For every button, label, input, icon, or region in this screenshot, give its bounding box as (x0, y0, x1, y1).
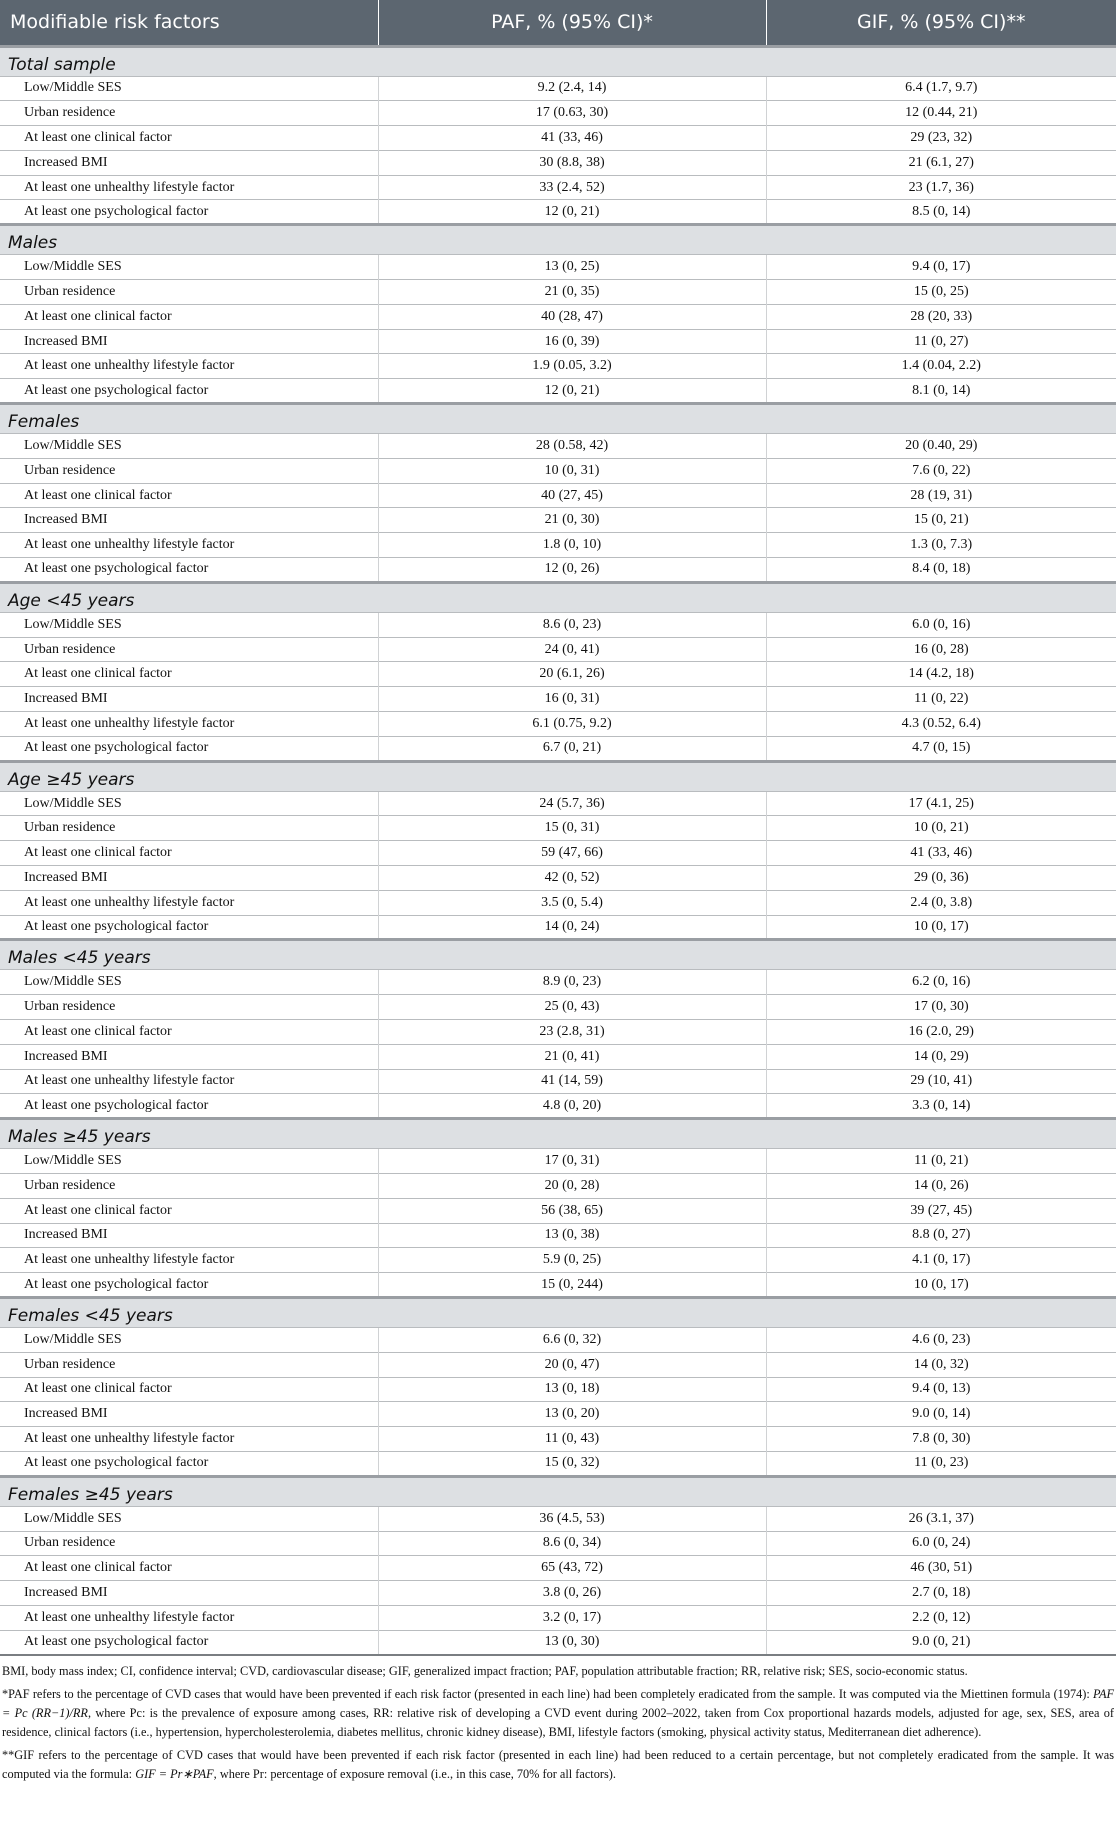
paf-value: 13 (0, 38) (378, 1223, 766, 1248)
table-row (0, 1149, 1116, 1174)
gif-value: 11 (0, 27) (766, 329, 1116, 354)
gif-value: 29 (23, 32) (766, 126, 1116, 151)
risk-factor-label: At least one clinical factor (0, 1556, 378, 1581)
table-row (0, 1630, 1116, 1655)
gif-value: 1.4 (0.04, 2.2) (766, 354, 1116, 379)
table-row (0, 434, 1116, 459)
gif-value: 16 (0, 28) (766, 637, 1116, 662)
gif-value: 6.0 (0, 24) (766, 1531, 1116, 1556)
paf-value: 15 (0, 32) (378, 1451, 766, 1476)
paf-value: 12 (0, 21) (378, 379, 766, 404)
gif-value: 28 (20, 33) (766, 304, 1116, 329)
paf-value: 3.2 (0, 17) (378, 1605, 766, 1630)
footnote-paf (2, 1685, 1114, 1742)
gif-value: 17 (4.1, 25) (766, 791, 1116, 816)
gif-formula: GIF = Pr∗PAF (135, 1767, 214, 1782)
gif-value: 14 (4.2, 18) (766, 662, 1116, 687)
group-header-row (0, 225, 1116, 255)
table-row (0, 558, 1116, 583)
gif-value: 9.0 (0, 21) (766, 1630, 1116, 1655)
gif-value: 15 (0, 21) (766, 508, 1116, 533)
risk-factor-label: At least one clinical factor (0, 662, 378, 687)
footnote-gif-end: , where Pr: percentage of exposure removal (i.e., in this case, 70% for all factors). (213, 1767, 616, 1782)
paf-value: 28 (0.58, 42) (378, 434, 766, 459)
paf-value: 17 (0.63, 30) (378, 101, 766, 126)
paf-value: 16 (0, 39) (378, 329, 766, 354)
risk-factor-label: Increased BMI (0, 150, 378, 175)
gif-value: 14 (0, 26) (766, 1173, 1116, 1198)
header-risk-factors: Modifiable risk factors (0, 0, 378, 46)
table-row (0, 1094, 1116, 1119)
risk-factor-label: At least one psychological factor (0, 200, 378, 225)
gif-value: 14 (0, 32) (766, 1352, 1116, 1377)
paf-value: 41 (14, 59) (378, 1069, 766, 1094)
table-row (0, 1352, 1116, 1377)
table-row (0, 995, 1116, 1020)
risk-factor-label: Increased BMI (0, 1223, 378, 1248)
risk-factor-label: At least one clinical factor (0, 304, 378, 329)
table-row (0, 1327, 1116, 1352)
gif-value: 4.7 (0, 15) (766, 736, 1116, 761)
risk-factor-label: At least one unhealthy lifestyle factor (0, 712, 378, 737)
group-title: Females ≥45 years (0, 1476, 1116, 1506)
paf-value: 25 (0, 43) (378, 995, 766, 1020)
table-row (0, 866, 1116, 891)
gif-value: 21 (6.1, 27) (766, 150, 1116, 175)
table-row (0, 200, 1116, 225)
table-row (0, 662, 1116, 687)
table-row (0, 712, 1116, 737)
risk-factor-label: Increased BMI (0, 1044, 378, 1069)
header-gif: GIF, % (95% CI)** (766, 0, 1116, 46)
group-title: Age ≥45 years (0, 761, 1116, 791)
table-row (0, 255, 1116, 280)
paf-value: 13 (0, 18) (378, 1377, 766, 1402)
paf-value: 30 (8.8, 38) (378, 150, 766, 175)
risk-factor-label: Urban residence (0, 637, 378, 662)
table-row (0, 1506, 1116, 1531)
gif-value: 4.3 (0.52, 6.4) (766, 712, 1116, 737)
gif-value: 12 (0.44, 21) (766, 101, 1116, 126)
group-header-row (0, 761, 1116, 791)
table-row (0, 329, 1116, 354)
gif-value: 7.6 (0, 22) (766, 458, 1116, 483)
paf-value: 40 (28, 47) (378, 304, 766, 329)
group-title: Males <45 years (0, 940, 1116, 970)
risk-factor-label: Urban residence (0, 458, 378, 483)
table-row (0, 791, 1116, 816)
gif-value: 8.5 (0, 14) (766, 200, 1116, 225)
paf-value: 41 (33, 46) (378, 126, 766, 151)
paf-value: 36 (4.5, 53) (378, 1506, 766, 1531)
gif-value: 11 (0, 22) (766, 687, 1116, 712)
table-row (0, 1273, 1116, 1298)
paf-value: 6.7 (0, 21) (378, 736, 766, 761)
group-header-row (0, 404, 1116, 434)
table-row (0, 736, 1116, 761)
paf-value: 21 (0, 35) (378, 280, 766, 305)
gif-value: 1.3 (0, 7.3) (766, 533, 1116, 558)
table-row (0, 612, 1116, 637)
risk-factor-label: Increased BMI (0, 866, 378, 891)
gif-value: 41 (33, 46) (766, 841, 1116, 866)
gif-value: 10 (0, 21) (766, 816, 1116, 841)
risk-factor-label: At least one psychological factor (0, 558, 378, 583)
gif-value: 4.6 (0, 23) (766, 1327, 1116, 1352)
risk-factor-label: At least one psychological factor (0, 379, 378, 404)
paf-value: 8.6 (0, 23) (378, 612, 766, 637)
table-row (0, 1020, 1116, 1045)
risk-factor-label: At least one clinical factor (0, 1020, 378, 1045)
gif-value: 10 (0, 17) (766, 915, 1116, 940)
risk-factor-label: At least one psychological factor (0, 1273, 378, 1298)
table-row (0, 150, 1116, 175)
paf-value: 20 (0, 28) (378, 1173, 766, 1198)
paf-value: 20 (0, 47) (378, 1352, 766, 1377)
paf-value: 4.8 (0, 20) (378, 1094, 766, 1119)
footnote-paf-start: *PAF refers to the percentage of CVD cases that would have been prevented if each risk factor (presented in each line) had been completely eradicated from the sample. It was computed via the Miettinen formula (1974): (2, 1687, 1094, 1702)
table-row (0, 1402, 1116, 1427)
paf-value: 40 (27, 45) (378, 483, 766, 508)
table-row (0, 890, 1116, 915)
paf-value: 11 (0, 43) (378, 1427, 766, 1452)
risk-factor-label: At least one clinical factor (0, 483, 378, 508)
paf-value: 10 (0, 31) (378, 458, 766, 483)
gif-value: 26 (3.1, 37) (766, 1506, 1116, 1531)
risk-factor-label: Urban residence (0, 1352, 378, 1377)
group-title: Males (0, 225, 1116, 255)
risk-factor-label: At least one psychological factor (0, 736, 378, 761)
table-row (0, 687, 1116, 712)
header-paf: PAF, % (95% CI)* (378, 0, 766, 46)
table-row (0, 1531, 1116, 1556)
gif-value: 11 (0, 23) (766, 1451, 1116, 1476)
gif-value: 14 (0, 29) (766, 1044, 1116, 1069)
paf-value: 14 (0, 24) (378, 915, 766, 940)
table-row (0, 1581, 1116, 1606)
gif-value: 11 (0, 21) (766, 1149, 1116, 1174)
gif-value: 28 (19, 31) (766, 483, 1116, 508)
table-row (0, 533, 1116, 558)
table-row (0, 126, 1116, 151)
gif-value: 6.4 (1.7, 9.7) (766, 76, 1116, 101)
group-header-row (0, 582, 1116, 612)
paf-value: 5.9 (0, 25) (378, 1248, 766, 1273)
risk-factor-label: At least one clinical factor (0, 841, 378, 866)
paf-value: 13 (0, 25) (378, 255, 766, 280)
risk-factor-label: Urban residence (0, 995, 378, 1020)
table-row (0, 816, 1116, 841)
risk-factor-label: At least one psychological factor (0, 915, 378, 940)
table-row (0, 1173, 1116, 1198)
risk-factor-label: Low/Middle SES (0, 76, 378, 101)
risk-factor-label: Urban residence (0, 280, 378, 305)
risk-factor-label: Increased BMI (0, 687, 378, 712)
table-row (0, 841, 1116, 866)
table-row (0, 915, 1116, 940)
gif-value: 8.1 (0, 14) (766, 379, 1116, 404)
table-row (0, 508, 1116, 533)
risk-factor-label: Urban residence (0, 101, 378, 126)
risk-factor-label: At least one clinical factor (0, 1377, 378, 1402)
table-row (0, 354, 1116, 379)
paf-value: 16 (0, 31) (378, 687, 766, 712)
paf-value: 15 (0, 31) (378, 816, 766, 841)
group-title: Males ≥45 years (0, 1119, 1116, 1149)
risk-factor-label: Low/Middle SES (0, 1327, 378, 1352)
gif-value: 20 (0.40, 29) (766, 434, 1116, 459)
table-row (0, 379, 1116, 404)
risk-factor-label: Low/Middle SES (0, 612, 378, 637)
paf-value: 6.1 (0.75, 9.2) (378, 712, 766, 737)
gif-value: 39 (27, 45) (766, 1198, 1116, 1223)
gif-value: 15 (0, 25) (766, 280, 1116, 305)
table-row (0, 1451, 1116, 1476)
group-header-row (0, 46, 1116, 76)
paf-value: 13 (0, 30) (378, 1630, 766, 1655)
risk-factor-label: At least one unhealthy lifestyle factor (0, 175, 378, 200)
risk-factor-label: Increased BMI (0, 508, 378, 533)
gif-value: 17 (0, 30) (766, 995, 1116, 1020)
paf-value: 1.9 (0.05, 3.2) (378, 354, 766, 379)
table-row (0, 175, 1116, 200)
paf-value: 12 (0, 26) (378, 558, 766, 583)
table-row (0, 483, 1116, 508)
risk-factor-label: At least one unhealthy lifestyle factor (0, 1427, 378, 1452)
paf-value: 8.6 (0, 34) (378, 1531, 766, 1556)
risk-factor-label: Urban residence (0, 1531, 378, 1556)
table-row (0, 1223, 1116, 1248)
group-title: Age <45 years (0, 582, 1116, 612)
table-row (0, 1044, 1116, 1069)
risk-factor-label: Increased BMI (0, 1402, 378, 1427)
paf-formula: PAF = Pc (RR−1)/RR (2, 1687, 1114, 1721)
gif-value: 16 (2.0, 29) (766, 1020, 1116, 1045)
table-row (0, 1248, 1116, 1273)
table-row (0, 1198, 1116, 1223)
paf-value: 24 (0, 41) (378, 637, 766, 662)
table-row (0, 637, 1116, 662)
paf-value: 20 (6.1, 26) (378, 662, 766, 687)
risk-factor-label: At least one clinical factor (0, 126, 378, 151)
table-row (0, 1556, 1116, 1581)
gif-value: 9.4 (0, 17) (766, 255, 1116, 280)
paf-value: 15 (0, 244) (378, 1273, 766, 1298)
table-body (0, 46, 1116, 1655)
risk-factor-label: At least one unhealthy lifestyle factor (0, 354, 378, 379)
paf-value: 23 (2.8, 31) (378, 1020, 766, 1045)
table-row (0, 1427, 1116, 1452)
risk-factor-label: Urban residence (0, 1173, 378, 1198)
paf-value: 42 (0, 52) (378, 866, 766, 891)
paf-value: 65 (43, 72) (378, 1556, 766, 1581)
gif-value: 9.4 (0, 13) (766, 1377, 1116, 1402)
paf-value: 59 (47, 66) (378, 841, 766, 866)
risk-factor-label: Low/Middle SES (0, 791, 378, 816)
risk-factor-label: Low/Middle SES (0, 970, 378, 995)
gif-value: 2.2 (0, 12) (766, 1605, 1116, 1630)
table-row (0, 304, 1116, 329)
risk-factor-label: At least one unhealthy lifestyle factor (0, 1069, 378, 1094)
table-header (0, 0, 1116, 46)
risk-factor-label: Increased BMI (0, 329, 378, 354)
table-row (0, 970, 1116, 995)
paf-value: 21 (0, 30) (378, 508, 766, 533)
risk-factor-label: Low/Middle SES (0, 434, 378, 459)
paf-value: 17 (0, 31) (378, 1149, 766, 1174)
group-header-row (0, 940, 1116, 970)
risk-factor-label: Increased BMI (0, 1581, 378, 1606)
risk-factor-label: At least one unhealthy lifestyle factor (0, 1248, 378, 1273)
table-row (0, 1377, 1116, 1402)
group-header-row (0, 1297, 1116, 1327)
paf-value: 3.5 (0, 5.4) (378, 890, 766, 915)
table-row (0, 1605, 1116, 1630)
footnote-paf-end: , where Pc: is the prevalence of exposure among cases, RR: relative risk of developing a CVD event during 2002–2022, taken from Cox proportional hazards models, adjusted for age, sex, SES, area of residence, clinical factors (i.e., hypertension, hypercholesterolemia, diabetes mellitus, chronic kidney disease), BMI, lifestyle factors (smoking, physical activity status, Mediterranean diet adherence). (2, 1706, 1115, 1740)
gif-value: 6.0 (0, 16) (766, 612, 1116, 637)
risk-factor-label: Low/Middle SES (0, 1506, 378, 1531)
risk-factor-label: Urban residence (0, 816, 378, 841)
risk-factor-label: At least one psychological factor (0, 1630, 378, 1655)
risk-factor-label: At least one unhealthy lifestyle factor (0, 890, 378, 915)
gif-value: 2.4 (0, 3.8) (766, 890, 1116, 915)
group-header-row (0, 1119, 1116, 1149)
group-title: Total sample (0, 46, 1116, 76)
gif-value: 2.7 (0, 18) (766, 1581, 1116, 1606)
gif-value: 23 (1.7, 36) (766, 175, 1116, 200)
paf-value: 1.8 (0, 10) (378, 533, 766, 558)
paf-value: 21 (0, 41) (378, 1044, 766, 1069)
paf-value: 56 (38, 65) (378, 1198, 766, 1223)
risk-factor-label: At least one psychological factor (0, 1094, 378, 1119)
paf-value: 3.8 (0, 26) (378, 1581, 766, 1606)
gif-value: 6.2 (0, 16) (766, 970, 1116, 995)
paf-value: 33 (2.4, 52) (378, 175, 766, 200)
risk-factor-label: At least one unhealthy lifestyle factor (0, 533, 378, 558)
risk-factor-label: Low/Middle SES (0, 255, 378, 280)
table-row (0, 101, 1116, 126)
group-header-row (0, 1476, 1116, 1506)
gif-value: 46 (30, 51) (766, 1556, 1116, 1581)
footnote-gif-start: **GIF refers to the percentage of CVD cases that would have been prevented if each risk factor (presented in each line) had been reduced to a certain percentage, but not completely eradicated from the sample. It was computed via the formula: (2, 1748, 1114, 1782)
footnote-gif (2, 1746, 1114, 1784)
risk-factor-label: Low/Middle SES (0, 1149, 378, 1174)
risk-factor-label: At least one unhealthy lifestyle factor (0, 1605, 378, 1630)
paf-value: 24 (5.7, 36) (378, 791, 766, 816)
table-row (0, 458, 1116, 483)
group-title: Females (0, 404, 1116, 434)
table-row (0, 280, 1116, 305)
gif-value: 7.8 (0, 30) (766, 1427, 1116, 1452)
paf-value: 12 (0, 21) (378, 200, 766, 225)
paf-value: 13 (0, 20) (378, 1402, 766, 1427)
gif-value: 10 (0, 17) (766, 1273, 1116, 1298)
risk-factor-label: At least one psychological factor (0, 1451, 378, 1476)
gif-value: 9.0 (0, 14) (766, 1402, 1116, 1427)
paf-value: 9.2 (2.4, 14) (378, 76, 766, 101)
footnote-abbreviations: BMI, body mass index; CI, confidence interval; CVD, cardiovascular disease; GIF, generalized impact fraction; PAF, population attributable fraction; RR, relative risk; SES, socio-economic status. (2, 1664, 968, 1679)
gif-value: 29 (10, 41) (766, 1069, 1116, 1094)
gif-value: 4.1 (0, 17) (766, 1248, 1116, 1273)
paf-value: 6.6 (0, 32) (378, 1327, 766, 1352)
paf-value: 8.9 (0, 23) (378, 970, 766, 995)
gif-value: 3.3 (0, 14) (766, 1094, 1116, 1119)
gif-value: 8.8 (0, 27) (766, 1223, 1116, 1248)
table-footnotes (0, 1656, 1116, 1784)
risk-factor-label: At least one clinical factor (0, 1198, 378, 1223)
table-row (0, 1069, 1116, 1094)
table-row (0, 76, 1116, 101)
gif-value: 8.4 (0, 18) (766, 558, 1116, 583)
gif-value: 29 (0, 36) (766, 866, 1116, 891)
group-title: Females <45 years (0, 1297, 1116, 1327)
